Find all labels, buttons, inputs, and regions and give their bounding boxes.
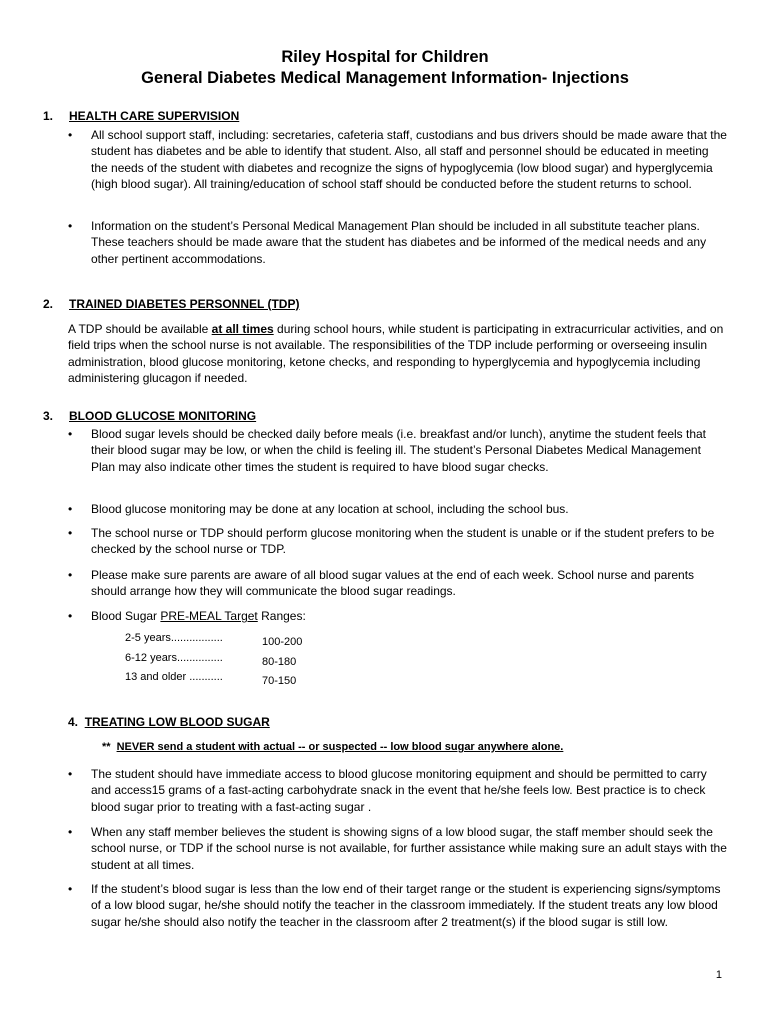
list-item-text: All school support staff, including: secretaries, cafeteria staff, custodians and bus drivers should be made aware that the student has diabetes and be able to identify that student. Also, all staff and personnel should be educated in meeting the needs of the student with diabetes and recognize the signs of hypoglycemia (low blood sugar) and hyperglycemia (high blood sugar). All training/education of school staff should be conducted before the student returns to school. (91, 128, 727, 191)
list-item-text: When any staff member believes the student is showing signs of a low blood sugar, the staff member should seek the school nurse, or TDP if the school nurse is not available, for further assistance while making sure an adult stays with the student at all times. (91, 825, 727, 872)
section-title: BLOOD GLUCOSE MONITORING (69, 409, 257, 423)
range-row (125, 631, 302, 649)
list-item (68, 501, 728, 517)
section-title: HEALTH CARE SUPERVISION (69, 109, 240, 123)
section-title: TREATING LOW BLOOD SUGAR (84, 715, 270, 729)
bullet-icon: • (68, 526, 73, 540)
section-number: 3. (43, 409, 54, 423)
list-item (68, 426, 728, 475)
range-row (125, 670, 296, 688)
paragraph-text: during school hours, while student is participating in extracurricular activities, and on field trips when the school nurse is not available. The responsibilities of the TDP include performing or overseeing insulin administration, blood glucose monitoring, ketone checks, and responding to hyperglycemia and hypoglycemia including administering glucagon if needed. (68, 322, 724, 385)
bullet-icon: • (68, 128, 73, 142)
warning-mark: ** (102, 741, 111, 753)
list-item-text: Blood glucose monitoring may be done at any location at school, including the school bus. (91, 502, 569, 516)
list-item (68, 127, 728, 192)
target-prefix: Blood Sugar (91, 609, 161, 623)
document-subtitle: General Diabetes Medical Management Information- Injections (141, 69, 629, 87)
range-row (125, 651, 296, 669)
range-value: 80-180 (262, 656, 297, 668)
bullet-icon: • (68, 219, 73, 233)
section-1-heading (43, 108, 239, 124)
section-2-heading (43, 296, 299, 312)
list-item (68, 567, 728, 600)
bullet-icon: • (68, 427, 73, 441)
paragraph-text: A TDP should be available (68, 322, 212, 336)
bullet-icon: • (68, 609, 73, 623)
bullet-icon: • (68, 767, 73, 781)
list-item-text: The school nurse or TDP should perform glucose monitoring when the student is unable or if the student prefers to be checked by the school nurse or TDP. (91, 526, 715, 557)
list-item (68, 766, 728, 815)
range-age: 2-5 years................. (125, 632, 223, 644)
range-age: 13 and older ........... (125, 671, 223, 683)
page-number: 1 (715, 969, 722, 981)
list-item-text: Blood sugar levels should be checked daily before meals (i.e. breakfast and/or lunch), anytime the student feels that their blood sugar may be low, or when the child is feeling ill. The student’s Personal Diabetes Medical Management Plan may also indicate other times the student is required to have blood sugar checks. (91, 427, 707, 474)
warning-text: NEVER send a student with actual -- or suspected -- low blood sugar anywhere alone. (116, 741, 564, 753)
target-label: PRE-MEAL Target (160, 609, 258, 623)
list-item (68, 218, 728, 267)
bullet-icon: • (68, 568, 73, 582)
warning-note (102, 740, 563, 754)
list-item-text (91, 608, 728, 624)
target-suffix: Ranges: (257, 609, 306, 623)
list-item (68, 525, 728, 558)
list-item (68, 608, 728, 624)
section-3-heading (43, 408, 256, 424)
section-title: TRAINED DIABETES PERSONNEL (TDP) (69, 297, 300, 311)
emphasis-text: at all times (211, 322, 274, 336)
bullet-icon: • (68, 502, 73, 516)
section-4-heading (68, 714, 270, 730)
list-item-text: Information on the student’s Personal Medical Management Plan should be included in all substitute teacher plans. These teachers should be made aware that the student has diabetes and be informed of the medical needs and any other pertinent accommodations. (91, 219, 707, 266)
list-item-text: Please make sure parents are aware of all blood sugar values at the end of each week. School nurse and parents should arrange how they will communicate the blood sugar readings. (91, 568, 695, 599)
bullet-icon: • (68, 825, 73, 839)
list-item-text: The student should have immediate access to blood glucose monitoring equipment and should be permitted to carry and access15 grams of a fast-acting carbohydrate snack in the event that he/she feels low. Best practice is to check blood sugar prior to treating with a fast-acting sugar . (91, 767, 707, 814)
list-item-text: If the student’s blood sugar is less than the low end of their target range or the student is experiencing signs/symptoms of a low blood sugar, he/she should notify the teacher in the classroom immediately. If the student treats any low blood sugar he/she should also notify the teacher in the classroom after 2 treatment(s) if the blood sugar is still low. (91, 882, 721, 929)
section-2-paragraph (68, 321, 728, 386)
range-age: 6-12 years............... (125, 652, 223, 664)
range-value: 70-150 (262, 675, 297, 687)
list-item (68, 824, 728, 873)
bullet-icon: • (68, 882, 73, 896)
section-number: 2. (43, 297, 54, 311)
section-number: 1. (43, 109, 54, 123)
list-item (68, 881, 728, 930)
section-number: 4. (68, 715, 79, 729)
range-value: 100-200 (262, 636, 303, 648)
document-title: Riley Hospital for Children (281, 48, 489, 66)
